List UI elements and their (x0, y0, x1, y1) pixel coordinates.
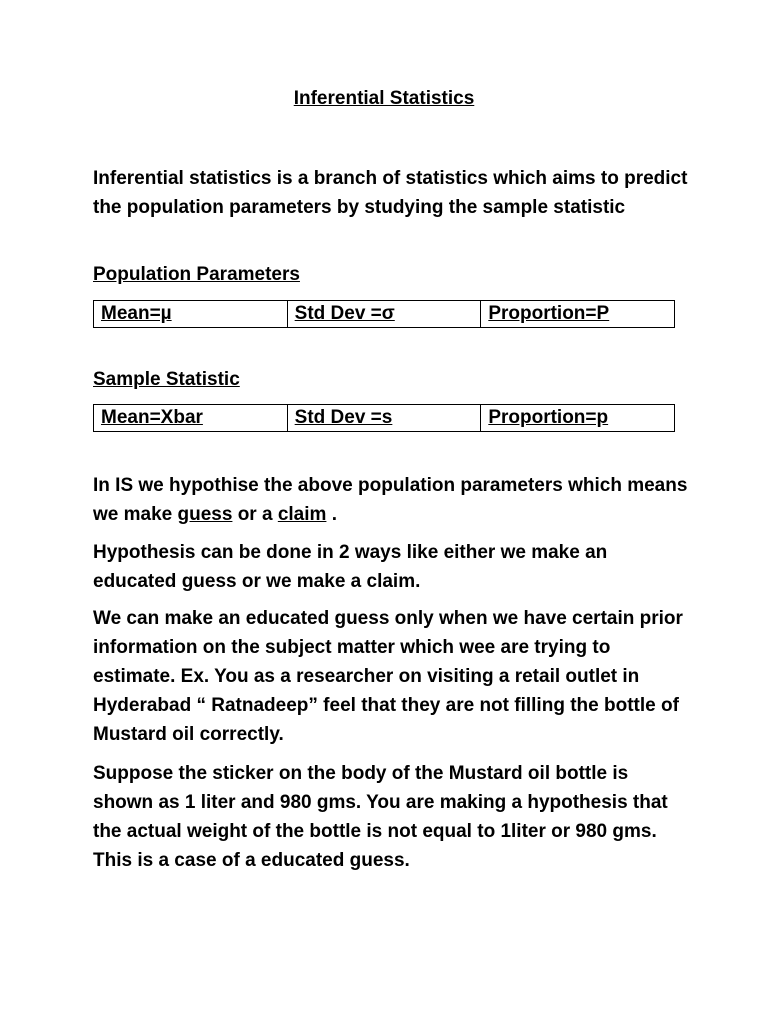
sample-std-dev-cell: Std Dev =s (287, 405, 481, 432)
claim-word: claim (277, 504, 327, 525)
sample-statistic-heading: Sample Statistic (93, 369, 240, 390)
sample-statistic-table (93, 404, 675, 432)
population-proportion-cell: Proportion=P (481, 301, 675, 328)
population-parameters-table (93, 300, 675, 328)
population-mean-cell: Mean=µ (94, 301, 288, 328)
guess-word: guess (177, 504, 233, 525)
hypothesis-text-start: In IS we hypothise the above population parameters which means we make (93, 475, 688, 525)
example-paragraph: Suppose the sticker on the body of the Mustard oil bottle is shown as 1 liter and 980 gms. You are making a hypothesis that the actual weight of the bottle is not equal to 1liter or 980 gms. This is a case of a educated guess. (93, 763, 668, 871)
population-parameters-heading: Population Parameters (93, 264, 300, 285)
page-title: Inferential Statistics (293, 88, 475, 109)
table-row (94, 301, 675, 328)
sample-mean-cell: Mean=Xbar (94, 405, 288, 432)
hypothesis-text-middle: or a (232, 504, 278, 525)
ways-paragraph: Hypothesis can be done in 2 ways like either we make an educated guess or we make a claim. (93, 542, 608, 592)
sample-proportion-cell: Proportion=p (481, 405, 675, 432)
hypothesis-text-end: . (326, 504, 337, 525)
population-std-dev-cell: Std Dev =σ (287, 301, 481, 328)
intro-paragraph: Inferential statistics is a branch of statistics which aims to predict the population parameters by studying the sample statistic (93, 168, 688, 218)
table-row (94, 405, 675, 432)
educated-guess-paragraph: We can make an educated guess only when we have certain prior information on the subject matter which wee are trying to estimate. Ex. You as a researcher on visiting a retail outlet in Hyderabad “ Ratnadeep” feel that they are not filling the bottle of Mustard oil correctly. (93, 608, 683, 745)
hypothesis-paragraph (93, 471, 693, 529)
